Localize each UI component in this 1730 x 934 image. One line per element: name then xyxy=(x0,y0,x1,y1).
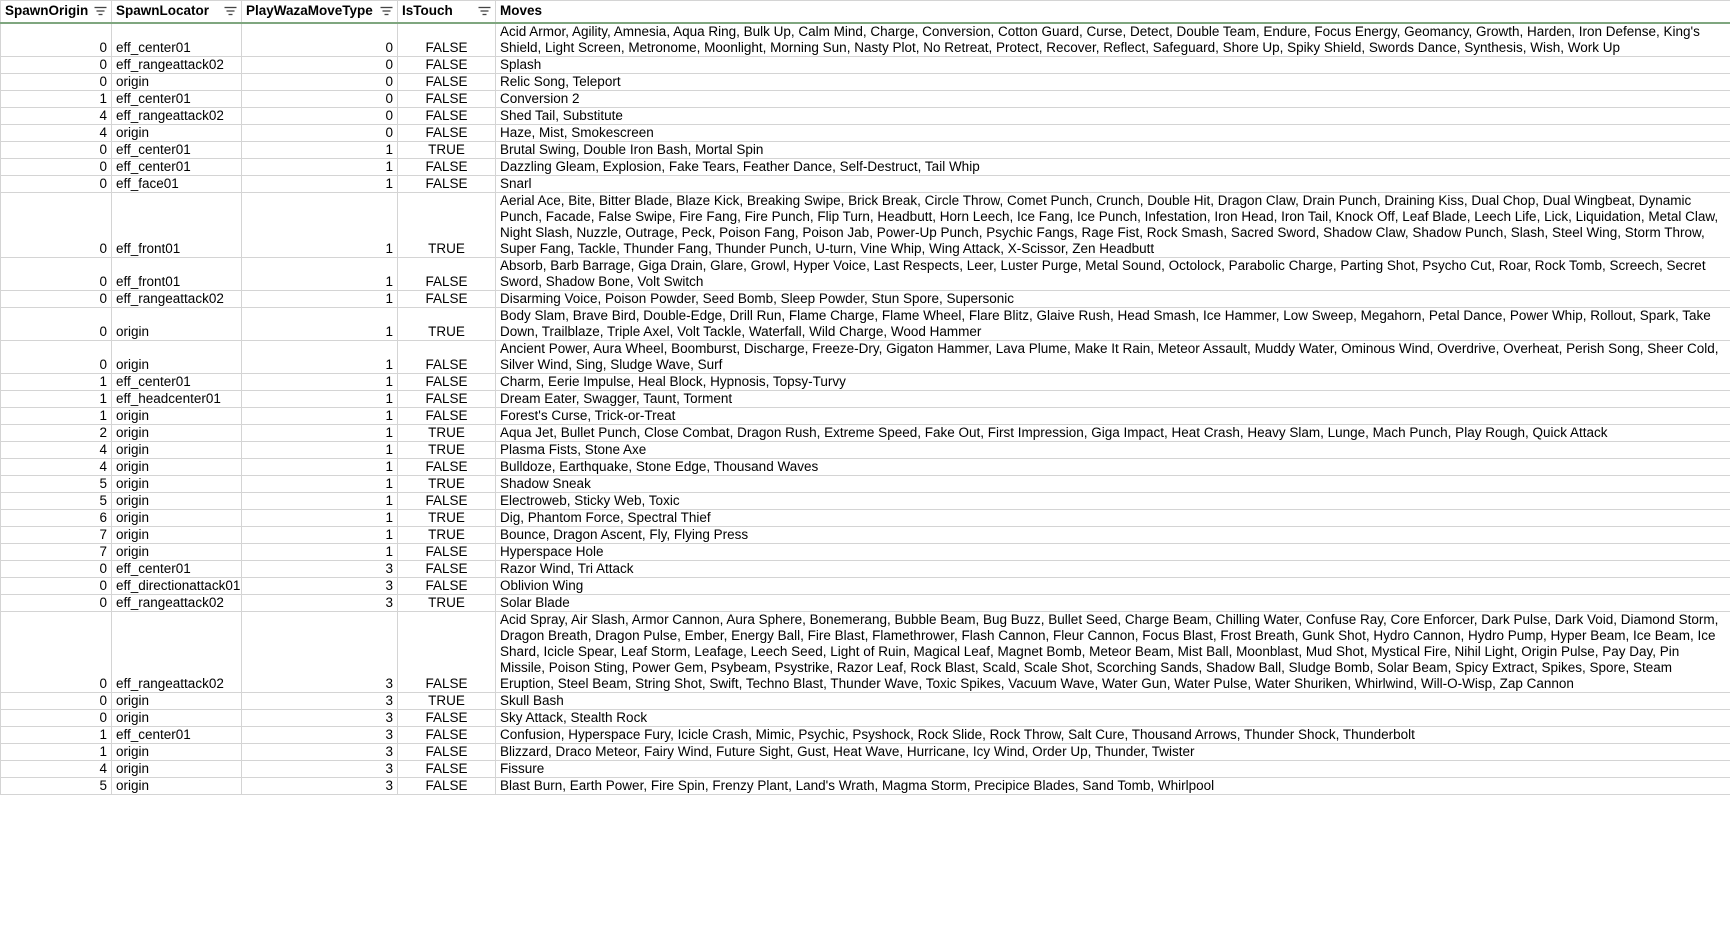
cell-is-touch[interactable]: FALSE xyxy=(398,340,496,373)
table-row xyxy=(1,492,1730,509)
cell-is-touch[interactable]: FALSE xyxy=(398,290,496,307)
cell-is-touch[interactable]: FALSE xyxy=(398,175,496,192)
cell-play-waza-move-type[interactable]: 0 xyxy=(242,90,398,107)
cell-play-waza-move-type[interactable]: 3 xyxy=(242,560,398,577)
table-row xyxy=(1,124,1730,141)
table-body xyxy=(1,23,1730,795)
cell-spawn-origin[interactable]: 1 xyxy=(1,90,112,107)
header-row-group xyxy=(1,1,1730,23)
cell-moves[interactable]: Confusion, Hyperspace Fury, Icicle Crash, Mimic, Psychic, Psyshock, Rock Slide, Rock Throw, Salt Cure, Thousand Arrows, Thunder Shock, Thunderbolt xyxy=(496,726,1730,743)
cell-spawn-locator[interactable]: origin xyxy=(112,475,242,492)
cell-play-waza-move-type[interactable]: 3 xyxy=(242,726,398,743)
cell-spawn-origin[interactable]: 1 xyxy=(1,373,112,390)
cell-play-waza-move-type[interactable]: 1 xyxy=(242,373,398,390)
cell-is-touch[interactable]: FALSE xyxy=(398,23,496,57)
cell-play-waza-move-type[interactable]: 1 xyxy=(242,441,398,458)
cell-is-touch[interactable]: TRUE xyxy=(398,692,496,709)
table-row xyxy=(1,141,1730,158)
cell-moves[interactable]: Blizzard, Draco Meteor, Fairy Wind, Future Sight, Gust, Heat Wave, Hurricane, Icy Wind, Order Up, Thunder, Twister xyxy=(496,743,1730,760)
cell-moves[interactable]: Splash xyxy=(496,56,1730,73)
cell-spawn-locator[interactable]: eff_center01 xyxy=(112,90,242,107)
cell-spawn-locator[interactable]: eff_directionattack01 xyxy=(112,577,242,594)
table-row xyxy=(1,373,1730,390)
table-row xyxy=(1,424,1730,441)
table-row xyxy=(1,475,1730,492)
cell-spawn-origin[interactable]: 0 xyxy=(1,577,112,594)
cell-moves[interactable]: Dream Eater, Swagger, Taunt, Torment xyxy=(496,390,1730,407)
cell-spawn-origin[interactable]: 2 xyxy=(1,424,112,441)
cell-spawn-locator[interactable]: eff_rangeattack02 xyxy=(112,56,242,73)
cell-play-waza-move-type[interactable]: 1 xyxy=(242,290,398,307)
cell-spawn-locator[interactable]: eff_center01 xyxy=(112,560,242,577)
cell-play-waza-move-type[interactable]: 1 xyxy=(242,526,398,543)
cell-is-touch[interactable]: TRUE xyxy=(398,424,496,441)
cell-spawn-locator[interactable]: origin xyxy=(112,509,242,526)
cell-spawn-origin[interactable]: 0 xyxy=(1,340,112,373)
table-row xyxy=(1,192,1730,257)
cell-play-waza-move-type[interactable]: 1 xyxy=(242,192,398,257)
table-row xyxy=(1,594,1730,611)
cell-play-waza-move-type[interactable]: 0 xyxy=(242,107,398,124)
cell-spawn-locator[interactable]: eff_center01 xyxy=(112,23,242,57)
cell-play-waza-move-type[interactable]: 0 xyxy=(242,23,398,57)
cell-is-touch[interactable]: FALSE xyxy=(398,158,496,175)
table-row xyxy=(1,526,1730,543)
cell-spawn-origin[interactable]: 1 xyxy=(1,726,112,743)
cell-is-touch[interactable]: FALSE xyxy=(398,577,496,594)
cell-spawn-origin[interactable]: 0 xyxy=(1,560,112,577)
cell-spawn-locator[interactable]: eff_rangeattack02 xyxy=(112,290,242,307)
table-row xyxy=(1,726,1730,743)
cell-spawn-locator[interactable]: origin xyxy=(112,777,242,794)
cell-moves[interactable]: Dazzling Gleam, Explosion, Fake Tears, Feather Dance, Self-Destruct, Tail Whip xyxy=(496,158,1730,175)
cell-is-touch[interactable]: FALSE xyxy=(398,726,496,743)
cell-spawn-locator[interactable]: eff_face01 xyxy=(112,175,242,192)
cell-play-waza-move-type[interactable]: 1 xyxy=(242,390,398,407)
cell-is-touch[interactable]: FALSE xyxy=(398,611,496,692)
cell-spawn-origin[interactable]: 0 xyxy=(1,158,112,175)
cell-play-waza-move-type[interactable]: 1 xyxy=(242,492,398,509)
cell-spawn-origin[interactable]: 4 xyxy=(1,458,112,475)
cell-is-touch[interactable]: TRUE xyxy=(398,594,496,611)
cell-moves[interactable]: Snarl xyxy=(496,175,1730,192)
table-row xyxy=(1,743,1730,760)
cell-is-touch[interactable]: FALSE xyxy=(398,560,496,577)
table-row xyxy=(1,407,1730,424)
table-row xyxy=(1,158,1730,175)
cell-spawn-locator[interactable]: origin xyxy=(112,458,242,475)
cell-is-touch[interactable]: FALSE xyxy=(398,458,496,475)
filter-dropdown-icon[interactable] xyxy=(476,4,492,19)
column-header-label: IsTouch xyxy=(402,3,453,19)
table-row xyxy=(1,90,1730,107)
cell-is-touch[interactable]: FALSE xyxy=(398,743,496,760)
cell-spawn-locator[interactable]: eff_center01 xyxy=(112,141,242,158)
cell-spawn-locator[interactable]: origin xyxy=(112,492,242,509)
cell-is-touch[interactable]: FALSE xyxy=(398,56,496,73)
cell-moves[interactable]: Fissure xyxy=(496,760,1730,777)
table-row xyxy=(1,760,1730,777)
cell-is-touch[interactable]: FALSE xyxy=(398,407,496,424)
cell-moves[interactable]: Conversion 2 xyxy=(496,90,1730,107)
table-row xyxy=(1,441,1730,458)
cell-spawn-origin[interactable]: 4 xyxy=(1,441,112,458)
cell-play-waza-move-type[interactable]: 0 xyxy=(242,73,398,90)
cell-play-waza-move-type[interactable]: 1 xyxy=(242,141,398,158)
cell-spawn-locator[interactable]: origin xyxy=(112,760,242,777)
table-row xyxy=(1,458,1730,475)
cell-play-waza-move-type[interactable]: 1 xyxy=(242,509,398,526)
cell-play-waza-move-type[interactable]: 3 xyxy=(242,777,398,794)
cell-spawn-origin[interactable]: 5 xyxy=(1,492,112,509)
cell-spawn-locator[interactable]: eff_center01 xyxy=(112,158,242,175)
table-row xyxy=(1,390,1730,407)
cell-spawn-locator[interactable]: eff_rangeattack02 xyxy=(112,594,242,611)
cell-spawn-origin[interactable]: 1 xyxy=(1,407,112,424)
cell-is-touch[interactable]: FALSE xyxy=(398,543,496,560)
cell-spawn-locator[interactable]: eff_front01 xyxy=(112,192,242,257)
cell-moves[interactable]: Acid Spray, Air Slash, Armor Cannon, Aura Sphere, Bonemerang, Bubble Beam, Bug Buzz, Bullet Seed, Charge Beam, Chilling Water, Confuse Ray, Core Enforcer, Dark Pulse, Dark Void, Diamond Storm, Dragon Breath, Dragon Pulse, Ember, Energy Ball, Fire Blast, Flamethrower, Flash Cannon, Fleur Cannon, Focus Blast, Frost Breath, Gunk Shot, Hydro Cannon, Hydro Pump, Hyper Beam, Ice Beam, Ice Shard, Icicle Spear, Leaf Storm, Leafage, Leech Seed, Light of Ruin, Magical Leaf, Magnet Bomb, Meteor Beam, Mist Ball, Moonblast, Mud Shot, Mystical Fire, Nihil Light, Origin Pulse, Pay Day, Pin Missile, Poison Sting, Power Gem, Psybeam, Psystrike, Razor Leaf, Rock Blast, Scald, Scale Shot, Scorching Sands, Shadow Ball, Sludge Bomb, Solar Beam, Spicy Extract, Spikes, Spore, Steam Eruption, Steel Beam, String Shot, Swift, Techno Blast, Thunder Wave, Toxic Spikes, Vacuum Wave, Water Gun, Water Pulse, Water Shuriken, Whirlwind, Will-O-Wisp, Zap Cannon xyxy=(496,611,1730,692)
cell-spawn-locator[interactable]: origin xyxy=(112,441,242,458)
cell-moves[interactable]: Razor Wind, Tri Attack xyxy=(496,560,1730,577)
cell-is-touch[interactable]: FALSE xyxy=(398,760,496,777)
cell-spawn-locator[interactable]: eff_front01 xyxy=(112,257,242,290)
table-row xyxy=(1,307,1730,340)
table-row xyxy=(1,560,1730,577)
table-row xyxy=(1,107,1730,124)
cell-play-waza-move-type[interactable]: 1 xyxy=(242,458,398,475)
table-row xyxy=(1,709,1730,726)
cell-play-waza-move-type[interactable]: 1 xyxy=(242,424,398,441)
cell-spawn-locator[interactable]: eff_headcenter01 xyxy=(112,390,242,407)
cell-is-touch[interactable]: FALSE xyxy=(398,709,496,726)
cell-is-touch[interactable]: FALSE xyxy=(398,390,496,407)
cell-spawn-locator[interactable]: origin xyxy=(112,543,242,560)
cell-is-touch[interactable]: TRUE xyxy=(398,441,496,458)
cell-moves[interactable]: Aqua Jet, Bullet Punch, Close Combat, Dragon Rush, Extreme Speed, Fake Out, First Impression, Giga Impact, Heat Crash, Heavy Slam, Lunge, Mach Punch, Play Rough, Quick Attack xyxy=(496,424,1730,441)
cell-is-touch[interactable]: FALSE xyxy=(398,73,496,90)
table-row xyxy=(1,509,1730,526)
table-row xyxy=(1,543,1730,560)
cell-play-waza-move-type[interactable]: 3 xyxy=(242,709,398,726)
cell-spawn-origin[interactable]: 0 xyxy=(1,192,112,257)
cell-moves[interactable]: Relic Song, Teleport xyxy=(496,73,1730,90)
cell-spawn-origin[interactable]: 4 xyxy=(1,107,112,124)
cell-is-touch[interactable]: FALSE xyxy=(398,107,496,124)
filter-dropdown-icon[interactable] xyxy=(378,4,394,19)
cell-moves[interactable]: Sky Attack, Stealth Rock xyxy=(496,709,1730,726)
cell-moves[interactable]: Bounce, Dragon Ascent, Fly, Flying Press xyxy=(496,526,1730,543)
cell-moves[interactable]: Acid Armor, Agility, Amnesia, Aqua Ring, Bulk Up, Calm Mind, Charge, Conversion, Cotton Guard, Curse, Detect, Double Team, Endure, Focus Energy, Geomancy, Growth, Harden, Iron Defense, King's Shield, Light Screen, Metronome, Moonlight, Morning Sun, Nasty Plot, No Retreat, Protect, Recover, Reflect, Safeguard, Shore Up, Spiky Shield, Swords Dance, Synthesis, Wish, Work Up xyxy=(496,23,1730,57)
column-header-spawn-locator[interactable] xyxy=(112,1,242,23)
cell-spawn-origin[interactable]: 0 xyxy=(1,73,112,90)
cell-spawn-origin[interactable]: 0 xyxy=(1,257,112,290)
cell-spawn-origin[interactable]: 4 xyxy=(1,124,112,141)
cell-is-touch[interactable]: TRUE xyxy=(398,526,496,543)
cell-spawn-locator[interactable]: origin xyxy=(112,307,242,340)
filter-dropdown-icon[interactable] xyxy=(222,4,238,19)
table-row xyxy=(1,777,1730,794)
cell-spawn-locator[interactable]: origin xyxy=(112,407,242,424)
cell-play-waza-move-type[interactable]: 1 xyxy=(242,340,398,373)
cell-play-waza-move-type[interactable]: 3 xyxy=(242,611,398,692)
cell-spawn-locator[interactable]: origin xyxy=(112,526,242,543)
cell-spawn-origin[interactable]: 5 xyxy=(1,777,112,794)
table-row xyxy=(1,257,1730,290)
cell-moves[interactable]: Shed Tail, Substitute xyxy=(496,107,1730,124)
filter-dropdown-icon[interactable] xyxy=(92,4,108,19)
column-header-label: Moves xyxy=(500,3,543,19)
cell-spawn-origin[interactable]: 4 xyxy=(1,760,112,777)
column-header-moves[interactable] xyxy=(496,1,1730,23)
cell-is-touch[interactable]: TRUE xyxy=(398,509,496,526)
cell-spawn-origin[interactable]: 0 xyxy=(1,307,112,340)
cell-moves[interactable]: Hyperspace Hole xyxy=(496,543,1730,560)
cell-play-waza-move-type[interactable]: 1 xyxy=(242,257,398,290)
cell-spawn-origin[interactable]: 0 xyxy=(1,692,112,709)
cell-is-touch[interactable]: TRUE xyxy=(398,307,496,340)
column-header-label: SpawnLocator xyxy=(116,3,210,19)
cell-moves[interactable]: Haze, Mist, Smokescreen xyxy=(496,124,1730,141)
cell-play-waza-move-type[interactable]: 3 xyxy=(242,743,398,760)
cell-spawn-origin[interactable]: 0 xyxy=(1,23,112,57)
cell-spawn-origin[interactable]: 1 xyxy=(1,743,112,760)
cell-moves[interactable]: Oblivion Wing xyxy=(496,577,1730,594)
cell-spawn-locator[interactable]: eff_center01 xyxy=(112,373,242,390)
cell-spawn-locator[interactable]: origin xyxy=(112,124,242,141)
cell-play-waza-move-type[interactable]: 3 xyxy=(242,577,398,594)
table-row xyxy=(1,577,1730,594)
cell-play-waza-move-type[interactable]: 1 xyxy=(242,475,398,492)
cell-spawn-origin[interactable]: 0 xyxy=(1,709,112,726)
cell-play-waza-move-type[interactable]: 1 xyxy=(242,407,398,424)
cell-spawn-locator[interactable]: eff_center01 xyxy=(112,726,242,743)
column-header-label: PlayWazaMoveType xyxy=(246,3,373,19)
cell-play-waza-move-type[interactable]: 1 xyxy=(242,175,398,192)
cell-moves[interactable]: Brutal Swing, Double Iron Bash, Mortal Spin xyxy=(496,141,1730,158)
cell-play-waza-move-type[interactable]: 3 xyxy=(242,760,398,777)
cell-spawn-origin[interactable]: 0 xyxy=(1,141,112,158)
cell-spawn-origin[interactable]: 0 xyxy=(1,175,112,192)
cell-spawn-locator[interactable]: origin xyxy=(112,73,242,90)
cell-is-touch[interactable]: TRUE xyxy=(398,141,496,158)
cell-moves[interactable]: Disarming Voice, Poison Powder, Seed Bomb, Sleep Powder, Stun Spore, Supersonic xyxy=(496,290,1730,307)
cell-spawn-locator[interactable]: origin xyxy=(112,709,242,726)
cell-is-touch[interactable]: FALSE xyxy=(398,777,496,794)
cell-moves[interactable]: Body Slam, Brave Bird, Double-Edge, Drill Run, Flame Charge, Flame Wheel, Flare Blitz, Glaive Rush, Head Smash, Ice Hammer, Low Sweep, Megahorn, Petal Dance, Power Whip, Rollout, Spark, Take Down, Trailblaze, Triple Axel, Volt Tackle, Waterfall, Wild Charge, Wood Hammer xyxy=(496,307,1730,340)
cell-moves[interactable]: Charm, Eerie Impulse, Heal Block, Hypnosis, Topsy-Turvy xyxy=(496,373,1730,390)
column-header-is-touch[interactable] xyxy=(398,1,496,23)
cell-play-waza-move-type[interactable]: 1 xyxy=(242,543,398,560)
cell-moves[interactable]: Shadow Sneak xyxy=(496,475,1730,492)
table-row xyxy=(1,290,1730,307)
cell-spawn-locator[interactable]: origin xyxy=(112,692,242,709)
table-row xyxy=(1,175,1730,192)
cell-is-touch[interactable]: TRUE xyxy=(398,192,496,257)
cell-spawn-origin[interactable]: 1 xyxy=(1,390,112,407)
cell-moves[interactable]: Electroweb, Sticky Web, Toxic xyxy=(496,492,1730,509)
cell-moves[interactable]: Skull Bash xyxy=(496,692,1730,709)
table-row xyxy=(1,692,1730,709)
cell-spawn-origin[interactable]: 7 xyxy=(1,543,112,560)
column-header-play-waza-move-type[interactable] xyxy=(242,1,398,23)
cell-spawn-locator[interactable]: origin xyxy=(112,340,242,373)
cell-spawn-origin[interactable]: 6 xyxy=(1,509,112,526)
cell-spawn-origin[interactable]: 5 xyxy=(1,475,112,492)
cell-spawn-locator[interactable]: eff_rangeattack02 xyxy=(112,611,242,692)
cell-spawn-locator[interactable]: origin xyxy=(112,743,242,760)
table-row xyxy=(1,56,1730,73)
cell-spawn-origin[interactable]: 7 xyxy=(1,526,112,543)
cell-play-waza-move-type[interactable]: 1 xyxy=(242,307,398,340)
column-header-label: SpawnOrigin xyxy=(5,3,89,19)
cell-play-waza-move-type[interactable]: 3 xyxy=(242,594,398,611)
cell-spawn-locator[interactable]: eff_rangeattack02 xyxy=(112,107,242,124)
cell-spawn-locator[interactable]: origin xyxy=(112,424,242,441)
cell-is-touch[interactable]: FALSE xyxy=(398,373,496,390)
cell-play-waza-move-type[interactable]: 3 xyxy=(242,692,398,709)
table-row xyxy=(1,73,1730,90)
cell-moves[interactable]: Blast Burn, Earth Power, Fire Spin, Frenzy Plant, Land's Wrath, Magma Storm, Precipice Blades, Sand Tomb, Whirlpool xyxy=(496,777,1730,794)
cell-spawn-origin[interactable]: 0 xyxy=(1,594,112,611)
column-header-spawn-origin[interactable] xyxy=(1,1,112,23)
cell-play-waza-move-type[interactable]: 1 xyxy=(242,158,398,175)
cell-is-touch[interactable]: FALSE xyxy=(398,492,496,509)
table-row xyxy=(1,23,1730,57)
cell-moves[interactable]: Absorb, Barb Barrage, Giga Drain, Glare, Growl, Hyper Voice, Last Respects, Leer, Luster Purge, Metal Sound, Octolock, Parabolic Charge, Parting Shot, Psycho Cut, Roar, Rock Tomb, Screech, Secret Sword, Shadow Bone, Volt Switch xyxy=(496,257,1730,290)
cell-is-touch[interactable]: FALSE xyxy=(398,124,496,141)
cell-is-touch[interactable]: TRUE xyxy=(398,475,496,492)
table-row xyxy=(1,611,1730,692)
header-row xyxy=(1,1,1730,23)
cell-play-waza-move-type[interactable]: 0 xyxy=(242,124,398,141)
cell-spawn-origin[interactable]: 0 xyxy=(1,611,112,692)
table-row xyxy=(1,340,1730,373)
cell-moves[interactable]: Bulldoze, Earthquake, Stone Edge, Thousand Waves xyxy=(496,458,1730,475)
cell-moves[interactable]: Solar Blade xyxy=(496,594,1730,611)
cell-is-touch[interactable]: FALSE xyxy=(398,257,496,290)
cell-spawn-origin[interactable]: 0 xyxy=(1,56,112,73)
cell-moves[interactable]: Ancient Power, Aura Wheel, Boomburst, Discharge, Freeze-Dry, Gigaton Hammer, Lava Plume, Make It Rain, Meteor Assault, Muddy Water, Ominous Wind, Overdrive, Overheat, Perish Song, Sheer Cold, Silver Wind, Sing, Sludge Wave, Surf xyxy=(496,340,1730,373)
cell-moves[interactable]: Forest's Curse, Trick-or-Treat xyxy=(496,407,1730,424)
cell-play-waza-move-type[interactable]: 0 xyxy=(242,56,398,73)
cell-moves[interactable]: Plasma Fists, Stone Axe xyxy=(496,441,1730,458)
cell-spawn-origin[interactable]: 0 xyxy=(1,290,112,307)
cell-moves[interactable]: Dig, Phantom Force, Spectral Thief xyxy=(496,509,1730,526)
cell-is-touch[interactable]: FALSE xyxy=(398,90,496,107)
cell-moves[interactable]: Aerial Ace, Bite, Bitter Blade, Blaze Kick, Breaking Swipe, Brick Break, Circle Throw, Comet Punch, Crunch, Double Hit, Dragon Claw, Drain Punch, Draining Kiss, Dual Chop, Dual Wingbeat, Dynamic Punch, Facade, False Swipe, Fire Fang, Fire Punch, Flip Turn, Headbutt, Horn Leech, Ice Fang, Ice Punch, Infestation, Iron Head, Iron Tail, Knock Off, Leaf Blade, Leech Life, Lick, Liquidation, Metal Claw, Night Slash, Nuzzle, Outrage, Peck, Poison Fang, Poison Jab, Power-Up Punch, Psychic Fangs, Rage Fist, Rock Smash, Sacred Sword, Shadow Claw, Shadow Punch, Slash, Steel Wing, Storm Throw, Super Fang, Tackle, Thunder Fang, Thunder Punch, U-turn, Vine Whip, Wing Attack, X-Scissor, Zen Headbutt xyxy=(496,192,1730,257)
